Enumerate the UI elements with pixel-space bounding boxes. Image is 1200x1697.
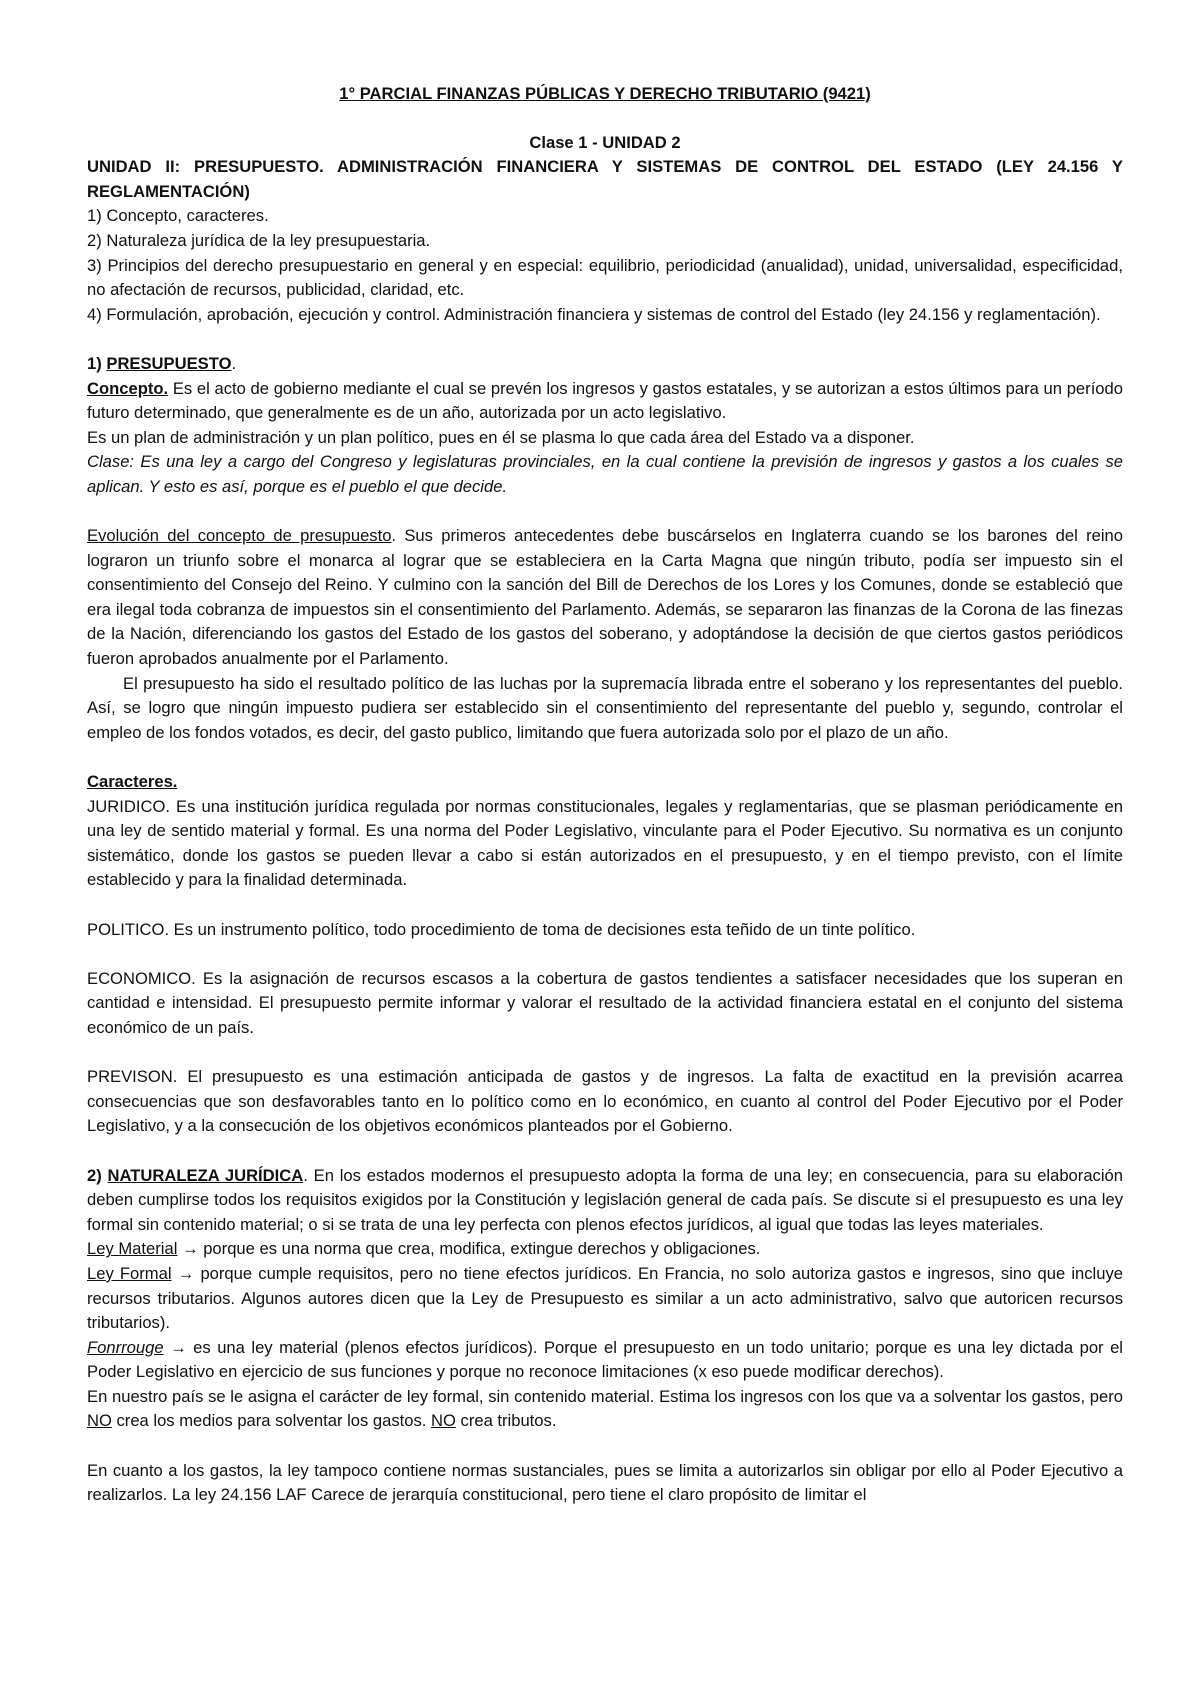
naturaleza-paragraph: 2) NATURALEZA JURÍDICA. En los estados modernos el presupuesto adopta la forma de una ley; en consecuencia, para su elaboración deben cumplirse todos los requisitos exigidos por la Constitución y legislación general de cada país. Se discute si el presupuesto es una ley formal sin contenido material; o si se trata de una ley perfecta con plenos efectos jurídicos, al igual que todas las leyes materiales.: [87, 1165, 1123, 1234]
ley-material-paragraph: Ley Material → porque es una norma que crea, modifica, extingue derechos y obligaciones.: [87, 1239, 761, 1259]
syllabus-item: 1) Concepto, caracteres.: [87, 206, 269, 226]
clase-heading: Clase 1 - UNIDAD 2: [529, 132, 681, 152]
prevision-paragraph: PREVISON. El presupuesto es una estimación anticipada de gastos y de ingresos. La falta de exactitud en la previsión acarrea consecuencias que son desfavorables tanto en lo político como en lo económico, en cuanto al control del Poder Ejecutivo por el Poder Legislativo, y a la consecución de los objetivos económicos planteados por el Gobierno.: [87, 1067, 1123, 1136]
document-page: [87, 82, 1123, 1508]
document-title: 1° PARCIAL FINANZAS PÚBLICAS Y DERECHO TRIBUTARIO (9421): [339, 84, 871, 103]
evolucion-paragraph: Evolución del concepto de presupuesto. Sus primeros antecedentes debe buscárselos en Inglaterra cuando se los barones del reino lograron un triunfo sobre el monarca al lograr que se estableciera en la Carta Magna que ningún tributo, podía ser impuesto sin el consentimiento del Consejo del Reino. Y culmino con la sanción del Bill de Derechos de los Lores y los Comunes, donde se estableció que era ilegal toda cobranza de impuestos sin el consentimiento del Parlamento. Además, se separaron las finanzas de la Corona de las finezas de la Nación, diferenciando los gastos del Estado de los gastos del soberano, y adoptándose la decisión de que ciertos gastos periódicos fueron aprobados anualmente por el Parlamento.: [87, 526, 1124, 669]
fonrrouge-paragraph: Fonrrouge → es una ley material (plenos efectos jurídicos). Porque el presupuesto en un todo unitario; porque es una ley dictada por el Poder Legislativo en ejercicio de sus funciones y porque no reconoce limitaciones (x eso puede modificar derechos).: [87, 1337, 1123, 1382]
pais-paragraph: En nuestro país se le asigna el carácter de ley formal, sin contenido material. Estima los ingresos con los que va a solventar los gastos, pero NO crea los medios para solventar los gastos. NO crea tributos.: [87, 1386, 1123, 1431]
clase-note: Clase: Es una ley a cargo del Congreso y legislaturas provinciales, en la cual contiene la previsión de ingresos y gastos a los cuales se aplican. Y esto es así, porque es el pueblo el que decide.: [87, 452, 1123, 496]
syllabus-item: 4) Formulación, aprobación, ejecución y control. Administración financiera y sistemas de control del Estado (ley 24.156 y reglamentación).: [87, 304, 1101, 324]
plan-paragraph: Es un plan de administración y un plan político, pues en él se plasma lo que cada área del Estado va a disponer.: [87, 427, 915, 447]
syllabus-item: 2) Naturaleza jurídica de la ley presupuestaria.: [87, 230, 431, 250]
caracteres-heading: Caracteres.: [87, 772, 178, 792]
gastos-paragraph: En cuanto a los gastos, la ley tampoco contiene normas sustanciales, pues se limita a autorizarlos sin obligar por ello al Poder Ejecutivo a realizarlos. La ley 24.156 LAF Carece de jerarquía constitucional, pero tiene el claro propósito de limitar el: [87, 1460, 1123, 1505]
evolucion-label: Evolución del concepto de presupuesto: [87, 526, 392, 546]
juridico-paragraph: JURIDICO. Es una institución jurídica regulada por normas constitucionales, legales y reglamentarias, que se plasman periódicamente en una ley de sentido material y formal. Es una norma del Poder Legislativo, vinculante para el Poder Ejecutivo. Su normativa es un conjunto sistemático, donde los gastos se pueden llevar a cabo si están autorizados en el presupuesto, y en el tiempo previsto, con el límite establecido y para la finalidad determinada.: [87, 796, 1123, 890]
concepto-label: Concepto.: [87, 378, 169, 398]
unidad-heading: UNIDAD II: PRESUPUESTO. ADMINISTRACIÓN FINANCIERA Y SISTEMAS DE CONTROL DEL ESTADO (LEY 24.156 Y REGLAMENTACIÓN): [87, 157, 1123, 201]
syllabus-item: 3) Principios del derecho presupuestario en general y en especial: equilibrio, periodicidad (anualidad), unidad, universalidad, especificidad, no afectación de recursos, publicidad, claridad, etc.: [87, 255, 1123, 300]
concepto-paragraph: Concepto. Es el acto de gobierno mediante el cual se prevén los ingresos y gastos estatales, y se autorizan a estos últimos para un período futuro determinado, que generalmente es de un año, autorizada por un acto legislativo.: [87, 378, 1123, 423]
economico-paragraph: ECONOMICO. Es la asignación de recursos escasos a la cobertura de gastos tendientes a satisfacer necesidades que los superan en cantidad e intensidad. El presupuesto permite informar y valorar el resultado de la actividad financiera estatal en el conjunto del sistema económico de un país.: [87, 968, 1123, 1037]
politico-paragraph: POLITICO. Es un instrumento político, todo procedimiento de toma de decisiones esta teñido de un tinte político.: [87, 919, 916, 939]
ley-formal-paragraph: Ley Formal → porque cumple requisitos, pero no tiene efectos jurídicos. En Francia, no solo autoriza gastos e ingresos, sino que incluye recursos tributarios. Algunos autores dicen que la Ley de Presupuesto es similar a un acto administrativo, salvo que autoricen recursos tributarios).: [87, 1263, 1123, 1333]
section-1-heading: 1) PRESUPUESTO.: [87, 353, 237, 373]
evolucion-paragraph-2: El presupuesto ha sido el resultado político de las luchas por la supremacía librada entre el soberano y los representantes del pueblo. Así, se logro que ningún impuesto pudiera ser establecido sin el consentimiento del representante del pueblo y, segundo, controlar el empleo de los fondos votados, es decir, del gasto publico, limitando que fuera autorizada solo por el plazo de un año.: [87, 673, 1123, 742]
naturaleza-heading: NATURALEZA JURÍDICA: [107, 1165, 304, 1185]
